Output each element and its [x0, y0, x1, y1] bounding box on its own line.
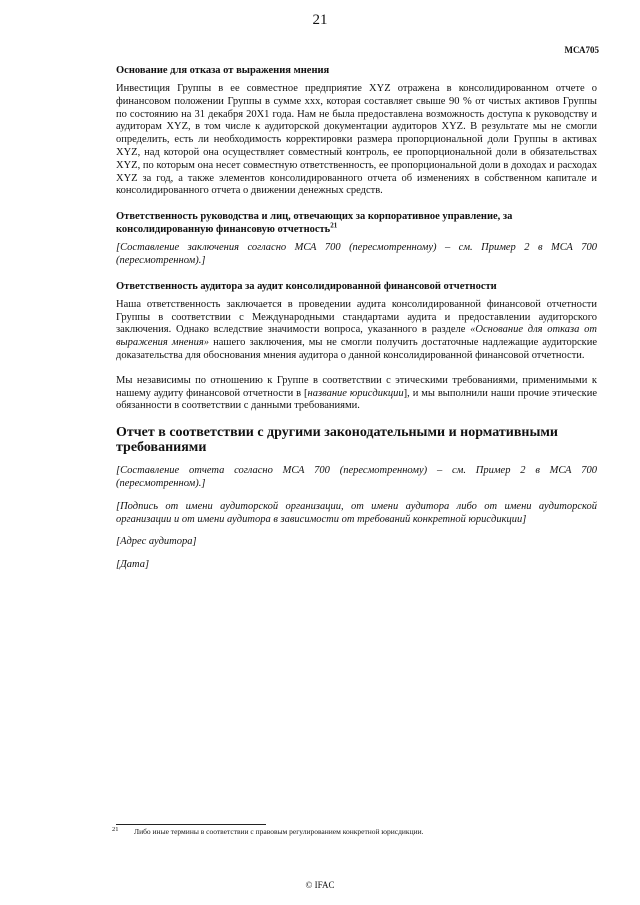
jurisdiction-placeholder: название юрисдикции: [307, 387, 404, 399]
document-body: [116, 64, 597, 582]
document-code: МСА705: [564, 45, 599, 55]
copyright: © IFAC: [305, 880, 335, 890]
auditor-heading: Ответственность аудитора за аудит консолидированной финансовой отчетности: [116, 280, 497, 292]
footnote-reference: 21: [330, 221, 338, 230]
management-heading: [116, 210, 597, 236]
auditor-p2-text-a: Мы независимы по отношению к Группе в соответствии с этическими требованиями, применимыми к нашему аудиту финансовой отчетности в [: [116, 374, 597, 399]
other-requirements-heading: Отчет в соответствии с другими законодательными и нормативными требованиями: [116, 425, 558, 456]
basis-paragraph: Инвестиция Группы в ее совместное предприятие XYZ отражена в консолидированном отчете о финансовом положении Группы в сумме ххх, которая составляет свыше 90 % от чистых активов Группы по состоянию на 31 декабря 20X1 года. Нам не была предоставлена возможность доступа к руководству и аудиторам XYZ, в том числе к аудиторской документации аудиторов XYZ. В результате мы не смогли определить, есть ли необходимость корректировки размера пропорциональной доли Группы в активах XYZ, над которой она осуществляет совместный контроль, ее пропорциональной доли в обязательствах XYZ, по которым она несет совместную ответственность, ее пропорциональной доли в доходах и расходах XYZ за год, а также элементов консолидированного отчета об изменениях в собственном капитале и консолидированного отчета о движении денежных средств.: [116, 83, 597, 197]
page-number: 21: [312, 12, 328, 28]
management-note: [Составление заключения согласно МСА 700 (пересмотренному) – см. Пример 2 в МСА 700 (пересмотренном).]: [116, 242, 597, 266]
management-heading-text: Ответственность руководства и лиц, отвечающих за корпоративное управление, за консолидированную финансовую отчетность: [116, 211, 513, 236]
basis-heading: Основание для отказа от выражения мнения: [116, 65, 330, 76]
auditor-p1-text-b: нашего заключения, мы не смогли получить достаточные надлежащие аудиторские доказательства для обоснования мнения аудитора о данной консолидированной финансовой отчетности.: [116, 337, 597, 361]
footnote-divider: [116, 824, 266, 825]
auditor-paragraph-2: [116, 375, 597, 413]
date-placeholder: [Дата]: [116, 559, 150, 571]
footnote-number: 21: [112, 826, 119, 833]
auditor-p1-section-ref: «Основание для отказа от выражения мнения»: [116, 324, 597, 349]
other-requirements-note: [Составление отчета согласно МСА 700 (пересмотренному) – см. Пример 2 в МСА 700 (пересмотренном).]: [116, 465, 597, 489]
auditor-paragraph-1: [116, 299, 597, 363]
auditor-p2-text-b: ], и мы выполнили наши прочие этические обязанности в соответствии с данными требованиями.: [116, 387, 598, 412]
auditor-address-placeholder: [Адрес аудитора]: [116, 536, 197, 548]
auditor-p1-text-a: Наша ответственность заключается в проведении аудита консолидированной финансовой отчетности Группы в соответствии с Международными стандартами аудита и предоставлении аудиторского заключения. Однако вследствие значимости вопроса, указанного в разделе: [116, 298, 597, 336]
signature-placeholder: [Подпись от имени аудиторской организации, от имени аудитора либо от имени аудиторской организации и от имени аудитора в зависимости от требований конкретной юрисдикции]: [116, 500, 597, 525]
footnote-text: Либо иные термины в соответствии с правовым регулированием конкретной юрисдикции.: [134, 827, 424, 836]
